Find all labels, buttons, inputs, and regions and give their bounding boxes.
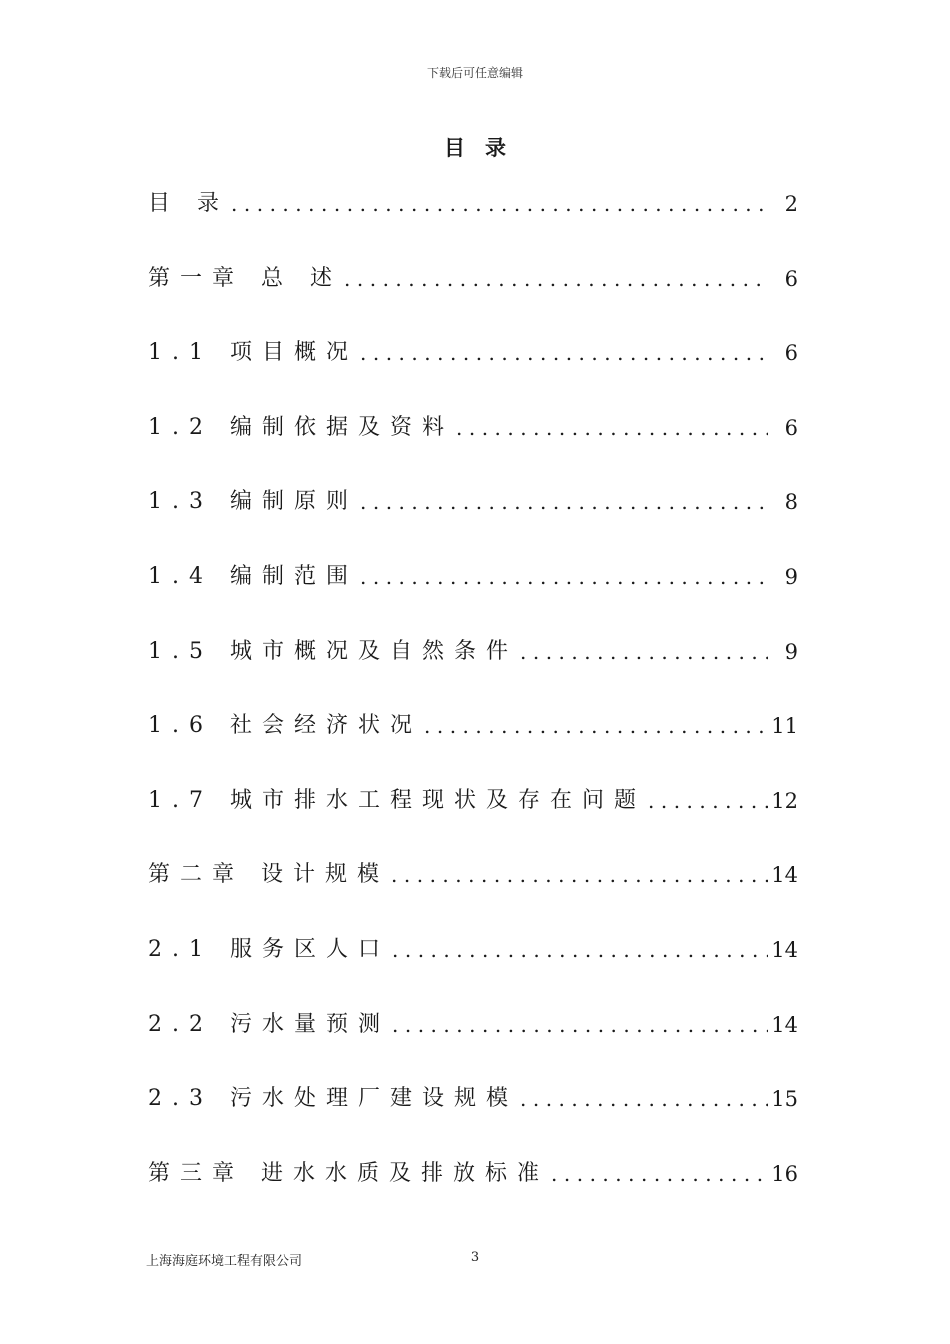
toc-entry-text: 目 录 [148, 191, 229, 216]
toc-entry-page: 16 [771, 1161, 798, 1186]
page-title: 目录 [444, 135, 526, 160]
toc-leader-dots [358, 484, 768, 520]
toc-entry[interactable] [148, 857, 798, 932]
toc-leader-dots [518, 1081, 768, 1117]
toc-entry[interactable] [148, 1081, 798, 1156]
toc-entry-page: 2 [784, 192, 798, 216]
toc-entry[interactable] [148, 1007, 798, 1082]
toc-leader-dots [390, 932, 768, 968]
toc-entry[interactable] [148, 783, 798, 858]
table-of-contents [148, 186, 798, 1230]
toc-entry-text: 1.2 编制依据及资料 [148, 414, 454, 440]
toc-entry-page: 15 [771, 1087, 798, 1112]
toc-entry-text: 1.1 项目概况 [148, 340, 358, 366]
toc-leader-dots [358, 335, 768, 371]
toc-entry-page: 14 [771, 937, 798, 962]
toc-entry-page: 9 [784, 564, 798, 589]
toc-entry-text: 1.7 城市排水工程现状及存在问题 [148, 787, 646, 813]
toc-entry-text: 1.5 城市概况及自然条件 [148, 638, 518, 664]
toc-entry[interactable] [148, 410, 798, 485]
toc-entry-text: 2.1 服务区人口 [148, 936, 390, 962]
toc-entry-text: 2.2 污水量预测 [148, 1011, 390, 1037]
toc-leader-dots [549, 1156, 768, 1192]
toc-entry-text: 第二章 设计规模 [148, 862, 389, 888]
toc-entry[interactable] [148, 932, 798, 1007]
toc-entry-text: 1.3 编制原则 [148, 489, 358, 515]
toc-entry[interactable] [148, 484, 798, 559]
toc-entry-text: 1.4 编制范围 [148, 563, 358, 589]
toc-leader-dots [646, 783, 768, 819]
toc-leader-dots [390, 1007, 768, 1043]
toc-entry-page: 14 [771, 1012, 798, 1037]
toc-entry[interactable] [148, 634, 798, 709]
toc-leader-dots [358, 559, 768, 595]
toc-leader-dots [229, 186, 768, 222]
toc-leader-dots [342, 261, 768, 297]
toc-entry-page: 8 [784, 490, 798, 515]
toc-entry-page: 11 [771, 714, 798, 739]
toc-entry[interactable] [148, 335, 798, 410]
toc-leader-dots [518, 634, 768, 670]
toc-entry-page: 14 [771, 863, 798, 888]
toc-entry-text: 第一章 总 述 [148, 265, 342, 291]
toc-entry[interactable] [148, 559, 798, 634]
toc-entry-page: 12 [771, 788, 798, 813]
toc-entry[interactable] [148, 708, 798, 783]
toc-entry[interactable] [148, 261, 798, 336]
toc-entry-page: 9 [784, 639, 798, 664]
toc-entry-page: 6 [784, 415, 798, 440]
toc-entry-text: 第三章 进水水质及排放标准 [148, 1160, 549, 1186]
footer-company-name: 上海海庭环境工程有限公司 [146, 1254, 303, 1269]
toc-entry-page: 6 [784, 266, 798, 291]
header-note: 下载后可任意编辑 [426, 66, 523, 80]
toc-entry-text: 1.6 社会经济状况 [148, 713, 422, 739]
toc-entry-page: 6 [784, 341, 798, 366]
toc-leader-dots [389, 857, 768, 893]
toc-leader-dots [454, 410, 768, 446]
toc-leader-dots [422, 708, 768, 744]
toc-entry[interactable] [148, 1156, 798, 1231]
toc-entry[interactable] [148, 186, 798, 261]
toc-entry-text: 2.3 污水处理厂建设规模 [148, 1086, 518, 1112]
footer-page-number: 3 [470, 1250, 480, 1265]
